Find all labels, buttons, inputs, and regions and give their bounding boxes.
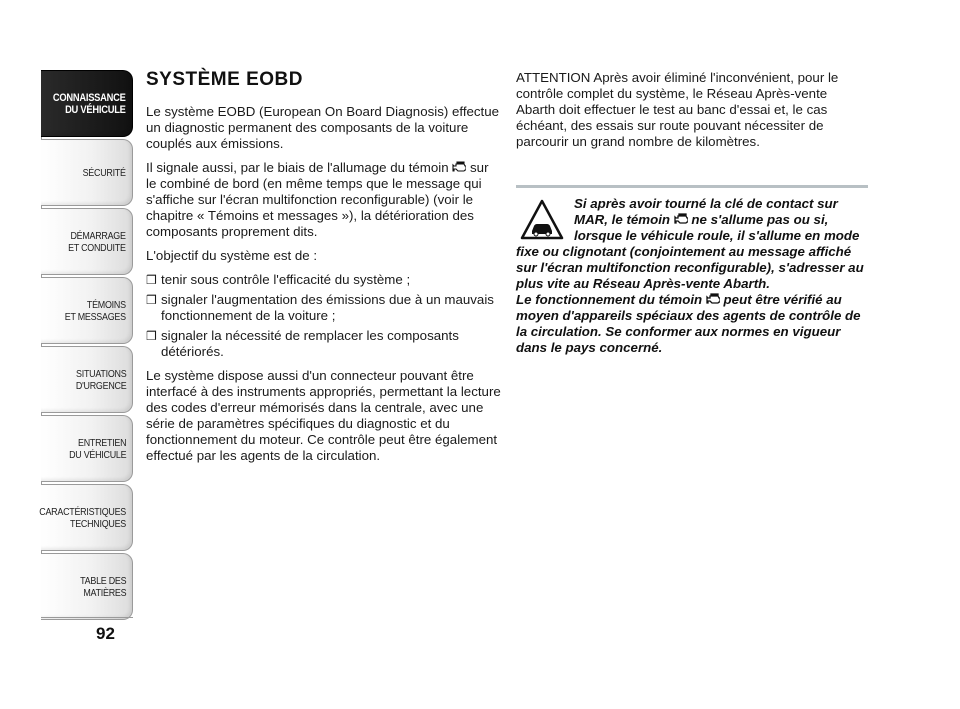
tab-demarrage-et-conduite[interactable] (41, 208, 133, 275)
warning-text-1b: ne s'allume pas ou si, lorsque le véhicule roule, il s'allume en mode fixe ou clignotant (conjointement au message affiché sur l'écran multifonction reconfigurable), s'adresser au plus vite au Réseau Après-vente Abarth. (516, 212, 864, 291)
tab-label: CARACTÉRISTIQUES TECHNIQUES (39, 505, 126, 530)
warning-text-1 (516, 196, 868, 292)
warning-text-2b: peut être vérifié au moyen d'appareils spéciaux des agents de contrôle de la circulation. Se conformer aux normes en vigueur dans le pays concerné. (516, 292, 861, 355)
tab-label: SÉCURITÉ (82, 166, 126, 179)
list-item-text: signaler la nécessité de remplacer les composants détériorés. (161, 328, 459, 359)
tab-label: ENTRETIEN DU VÉHICULE (68, 436, 126, 461)
list-item (146, 272, 502, 288)
paragraph-connector: Le système dispose aussi d'un connecteur pouvant être interfacé à des instruments appropriés, permettant la lecture des codes d'erreur mémorisés dans la centrale, avec une série de paramètres spécifiques du diagnostic et du fonctionnement du moteur. Ce contrôle peut être également effectué par les agents de la circulation. (146, 368, 501, 463)
sidebar-bottom-line (41, 617, 133, 618)
tab-temoins-et-messages[interactable] (41, 277, 133, 344)
warning-block (516, 196, 868, 356)
checkbox-bullet-icon: ❒ (146, 273, 157, 287)
paragraph-signal-text-a: Il signale aussi, par le biais de l'allumage du témoin (146, 160, 453, 175)
warning-text-1a: Si après avoir tourné la clé de contact sur MAR, le témoin (574, 196, 838, 227)
objective-list (146, 272, 502, 360)
paragraph-objective: L'objectif du système est de : (146, 248, 318, 263)
tab-label: DÉMARRAGE ET CONDUITE (68, 229, 126, 254)
paragraph-signal (146, 160, 502, 240)
list-item (146, 328, 502, 360)
paragraph-signal-text-b: sur le combiné de bord (en même temps que le message qui s'affiche sur l'écran multifonction reconfigurable) (voir le chapitre « Témoins et messages »), la détérioration des composants proprement dits. (146, 160, 489, 239)
engine-warning-icon (452, 161, 466, 174)
list-item (146, 292, 502, 324)
tab-securite[interactable] (41, 139, 133, 206)
list-item-text: signaler l'augmentation des émissions due à un mauvais fonctionnement de la voiture ; (161, 292, 494, 323)
right-column (516, 70, 868, 150)
tab-label: CONNAISSANCE DU VÉHICULE (53, 91, 126, 116)
section-title: SYSTÈME EOBD (146, 69, 303, 90)
engine-warning-icon (706, 293, 720, 306)
tab-label: SITUATIONS D'URGENCE (75, 367, 126, 392)
tab-table-des-matieres[interactable] (41, 553, 133, 620)
tab-label: TÉMOINS ET MESSAGES (64, 298, 126, 323)
engine-warning-icon (674, 213, 688, 226)
paragraph-intro: Le système EOBD (European On Board Diagnosis) effectue un diagnostic permanent des composants de la voiture couplés aux émissions. (146, 104, 500, 151)
tab-entretien-du-vehicule[interactable] (41, 415, 133, 482)
list-item-text: tenir sous contrôle l'efficacité du système ; (161, 272, 411, 287)
tab-situations-d-urgence[interactable] (41, 346, 133, 413)
chapter-tabs (41, 70, 133, 622)
warning-text-2 (516, 292, 868, 356)
tab-connaissance-du-vehicule[interactable] (41, 70, 133, 137)
checkbox-bullet-icon: ❒ (146, 293, 157, 307)
car-warning-triangle-icon (520, 198, 564, 242)
attention-paragraph: ATTENTION Après avoir éliminé l'inconvénient, pour le contrôle complet du système, le Réseau Après-vente Abarth doit effectuer le test au banc d'essai et, le cas échéant, des essais sur route pouvant nécessiter de parcourir un grand nombre de kilomètres. (516, 70, 839, 149)
tab-label: TABLE DES MATIÈRES (79, 574, 126, 599)
checkbox-bullet-icon: ❒ (146, 329, 157, 343)
warning-divider (516, 185, 868, 188)
page-number: 92 (96, 624, 115, 643)
left-column (146, 70, 502, 472)
tab-caracteristiques-techniques[interactable] (41, 484, 133, 551)
warning-text-2a: Le fonctionnement du témoin (516, 292, 706, 307)
